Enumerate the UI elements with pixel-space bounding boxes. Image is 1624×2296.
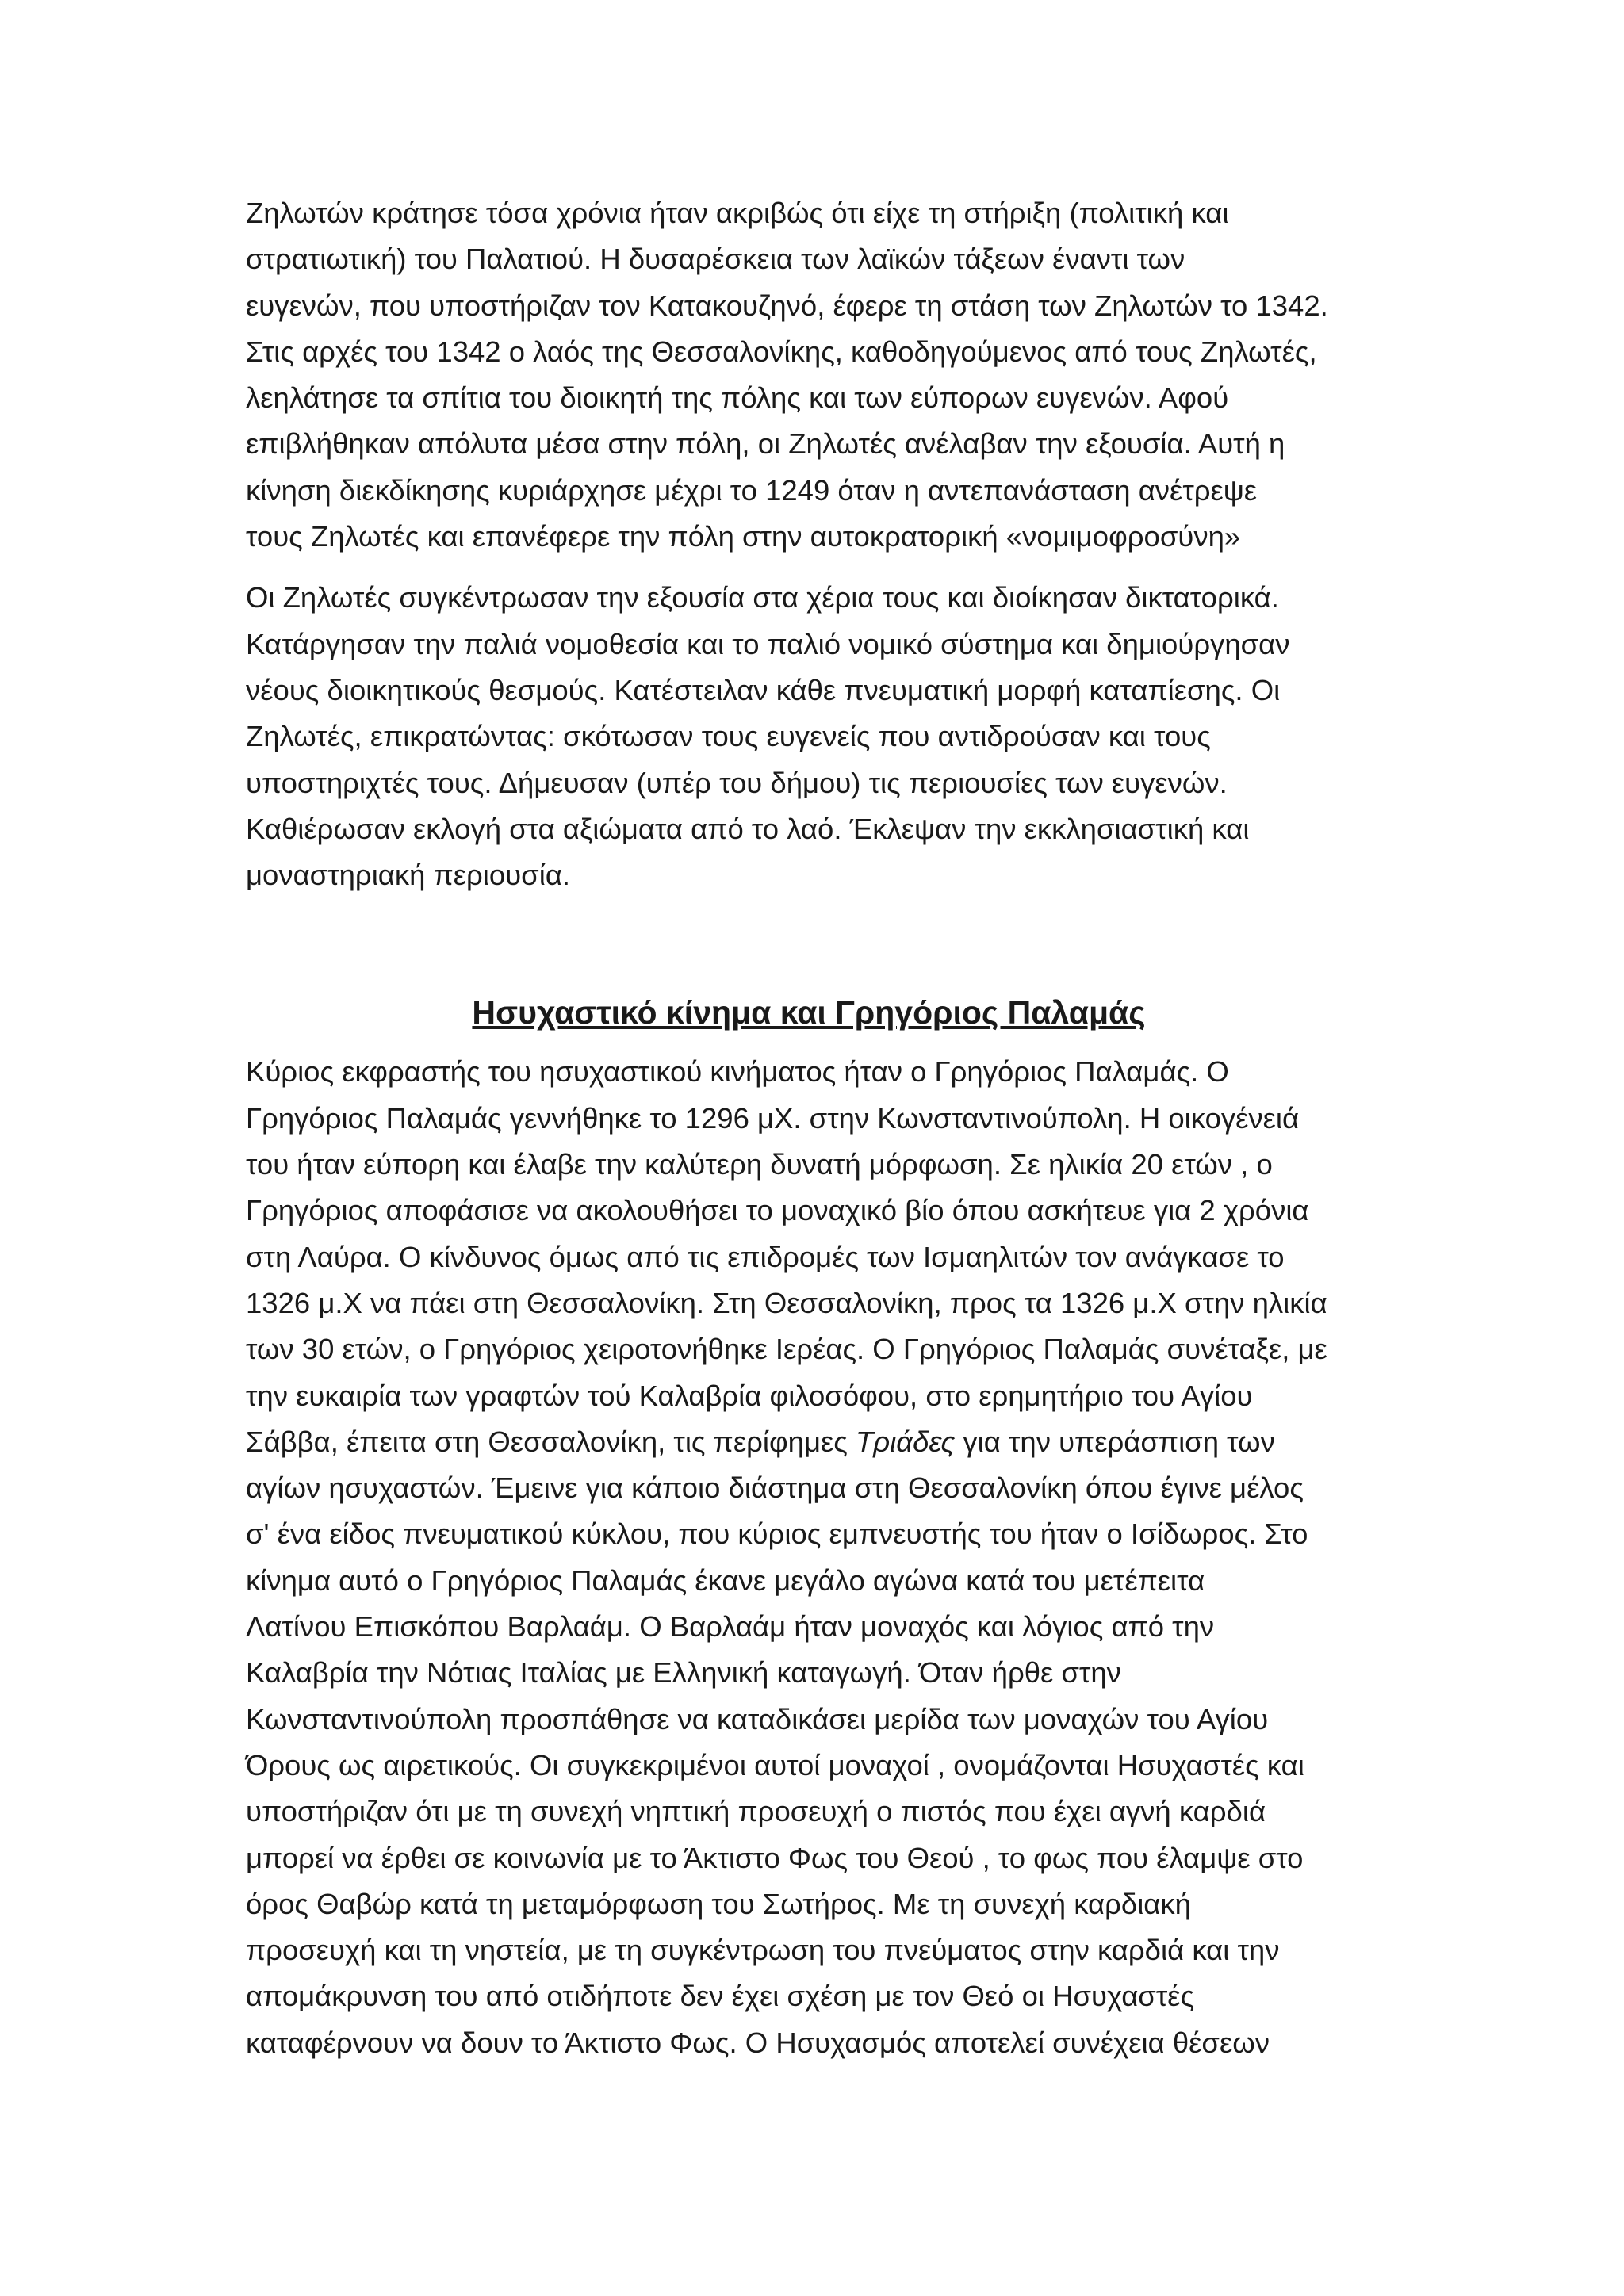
text-line: σ' ένα είδος πνευματικού κύκλου, που κύριος εμπνευστής του ήταν ο Ισίδωρος. Στο	[246, 1517, 1308, 1551]
section-heading: Ησυχαστικό κίνημα και Γρηγόριος Παλαμάς	[472, 994, 1146, 1031]
text-line-with-italic	[246, 1419, 1396, 1465]
italic-title-triades: Τριάδες	[856, 1425, 956, 1458]
text-line: όρος Θαβώρ κατά τη μεταμόρφωση του Σωτήρος. Με τη συνεχή καρδιακή	[246, 1887, 1191, 1920]
text-line: επιβλήθηκαν απόλυτα μέσα στην πόλη, οι Ζηλωτές ανέλαβαν την εξουσία. Αυτή η	[246, 427, 1285, 461]
text-line: κίνημα αυτό ο Γρηγόριος Παλαμάς έκανε μεγάλο αγώνα κατά του μετέπειτα	[246, 1563, 1205, 1597]
document-page	[246, 190, 1396, 2066]
text-line: στρατιωτική) του Παλατιού. Η δυσαρέσκεια των λαϊκών τάξεων έναντι των	[246, 243, 1185, 276]
text-line: Ζηλωτών κράτησε τόσα χρόνια ήταν ακριβώς ότι είχε τη στήριξη (πολιτική και	[246, 197, 1229, 229]
text-line: Λατίνου Επισκόπου Βαρλαάμ. Ο Βαρλαάμ ήταν μοναχός και λόγιος από την	[246, 1610, 1215, 1644]
text-line: την ευκαιρία των γραφτών τού Καλαβρία φιλοσόφου, στο ερημητήριο του Αγίου	[246, 1379, 1253, 1412]
text-line: Οι Ζηλωτές συγκέντρωσαν την εξουσία στα χέρια τους και διοίκησαν δικτατορικά.	[246, 581, 1279, 614]
text-line: προσευχή και τη νηστεία, με τη συγκέντρωση του πνεύματος στην καρδιά και την	[246, 1934, 1280, 1967]
text-line: κίνηση διεκδίκησης κυριάρχησε μέχρι το 1249 όταν η αντεπανάσταση ανέτρεψε	[246, 473, 1258, 507]
text-line: μοναστηριακή περιουσία.	[246, 859, 571, 892]
text-line: Κατάργησαν την παλιά νομοθεσία και το παλιό νομικό σύστημα και δημιούργησαν	[246, 627, 1290, 660]
text-line: Στις αρχές του 1342 ο λαός της Θεσσαλονίκης, καθοδηγούμενος από τους Ζηλωτές,	[246, 335, 1317, 368]
text-run: Σάββα, έπειτα στη Θεσσαλονίκη, τις περίφημες	[246, 1425, 856, 1458]
text-line: ευγενών, που υποστήριζαν τον Κατακουζηνό, έφερε τη στάση των Ζηλωτών το 1342.	[246, 289, 1328, 322]
text-line: των 30 ετών, ο Γρηγόριος χειροτονήθηκε Ιερέας. Ο Γρηγόριος Παλαμάς συνέταξε, με	[246, 1333, 1327, 1366]
section-spacer	[246, 898, 1396, 989]
text-line: μπορεί να έρθει σε κοινωνία με το Άκτιστο Φως του Θεού , το φως που έλαμψε στο	[246, 1841, 1304, 1874]
paragraph-spacer	[246, 560, 1396, 575]
text-line: απομάκρυνση του από οτιδήποτε δεν έχει σχέση με τον Θεό οι Ησυχαστές	[246, 1980, 1195, 2013]
paragraph-zealots-intro	[246, 190, 1396, 560]
text-line: του ήταν εύπορη και έλαβε την καλύτερη δυνατή μόρφωση. Σε ηλικία 20 ετών , ο	[246, 1148, 1273, 1181]
text-line: Γρηγόριος Παλαμάς γεννήθηκε το 1296 μΧ. στην Κωνσταντινούπολη. Η οικογένειά	[246, 1101, 1300, 1135]
text-line: λεηλάτησε τα σπίτια του διοικητή της πόλης και των εύπορων ευγενών. Αφού	[246, 381, 1229, 415]
text-line: Ζηλωτές, επικρατώντας: σκότωσαν τους ευγενείς που αντιδρούσαν και τους	[246, 720, 1211, 753]
text-line: στη Λαύρα. Ο κίνδυνος όμως από τις επιδρομές των Ισμαηλιτών τον ανάγκασε το	[246, 1240, 1285, 1273]
paragraph-zealots-rule	[246, 575, 1396, 898]
text-line: Γρηγόριος αποφάσισε να ακολουθήσει το μοναχικό βίο όπου ασκήτευε για 2 χρόνια	[246, 1194, 1309, 1227]
paragraph-hesychasm	[246, 1049, 1396, 2066]
text-run: για την υπεράσπιση των	[955, 1425, 1275, 1458]
text-line: Καθιέρωσαν εκλογή στα αξιώματα από το λαό. Έκλεψαν την εκκλησιαστική και	[246, 812, 1250, 845]
text-line: 1326 μ.Χ να πάει στη Θεσσαλονίκη. Στη Θεσσαλονίκη, προς τα 1326 μ.Χ στην ηλικία	[246, 1286, 1327, 1319]
text-line: υποστηριχτές τους. Δήμευσαν (υπέρ του δήμου) τις περιουσίες των ευγενών.	[246, 766, 1228, 799]
text-line: Κύριος εκφραστής του ησυχαστικού κινήματος ήταν ο Γρηγόριος Παλαμάς. Ο	[246, 1055, 1229, 1089]
text-line: Κωνσταντινούπολη προσπάθησε να καταδικάσει μερίδα των μοναχών του Αγίου	[246, 1702, 1269, 1735]
text-line: υποστήριζαν ότι με τη συνεχή νηπτική προσευχή ο πιστός που έχει αγνή καρδιά	[246, 1795, 1266, 1828]
text-line: αγίων ησυχαστών. Έμεινε για κάποιο διάστημα στη Θεσσαλονίκη όπου έγινε μέλος	[246, 1471, 1304, 1505]
text-line: καταφέρνουν να δουν το Άκτιστο Φως. Ο Ησυχασμός αποτελεί συνέχεια θέσεων	[246, 2026, 1270, 2059]
text-line: Καλαβρία την Νότιας Ιταλίας με Ελληνική καταγωγή. Όταν ήρθε στην	[246, 1656, 1121, 1689]
text-line: νέους διοικητικούς θεσμούς. Κατέστειλαν κάθε πνευματική μορφή καταπίεσης. Οι	[246, 673, 1281, 706]
text-line: Όρους ως αιρετικούς. Οι συγκεκριμένοι αυτοί μοναχοί , ονομάζονται Ησυχαστές και	[246, 1748, 1304, 1781]
text-line: τους Ζηλωτές και επανέφερε την πόλη στην αυτοκρατορική «νομιμοφροσύνη»	[246, 520, 1241, 553]
